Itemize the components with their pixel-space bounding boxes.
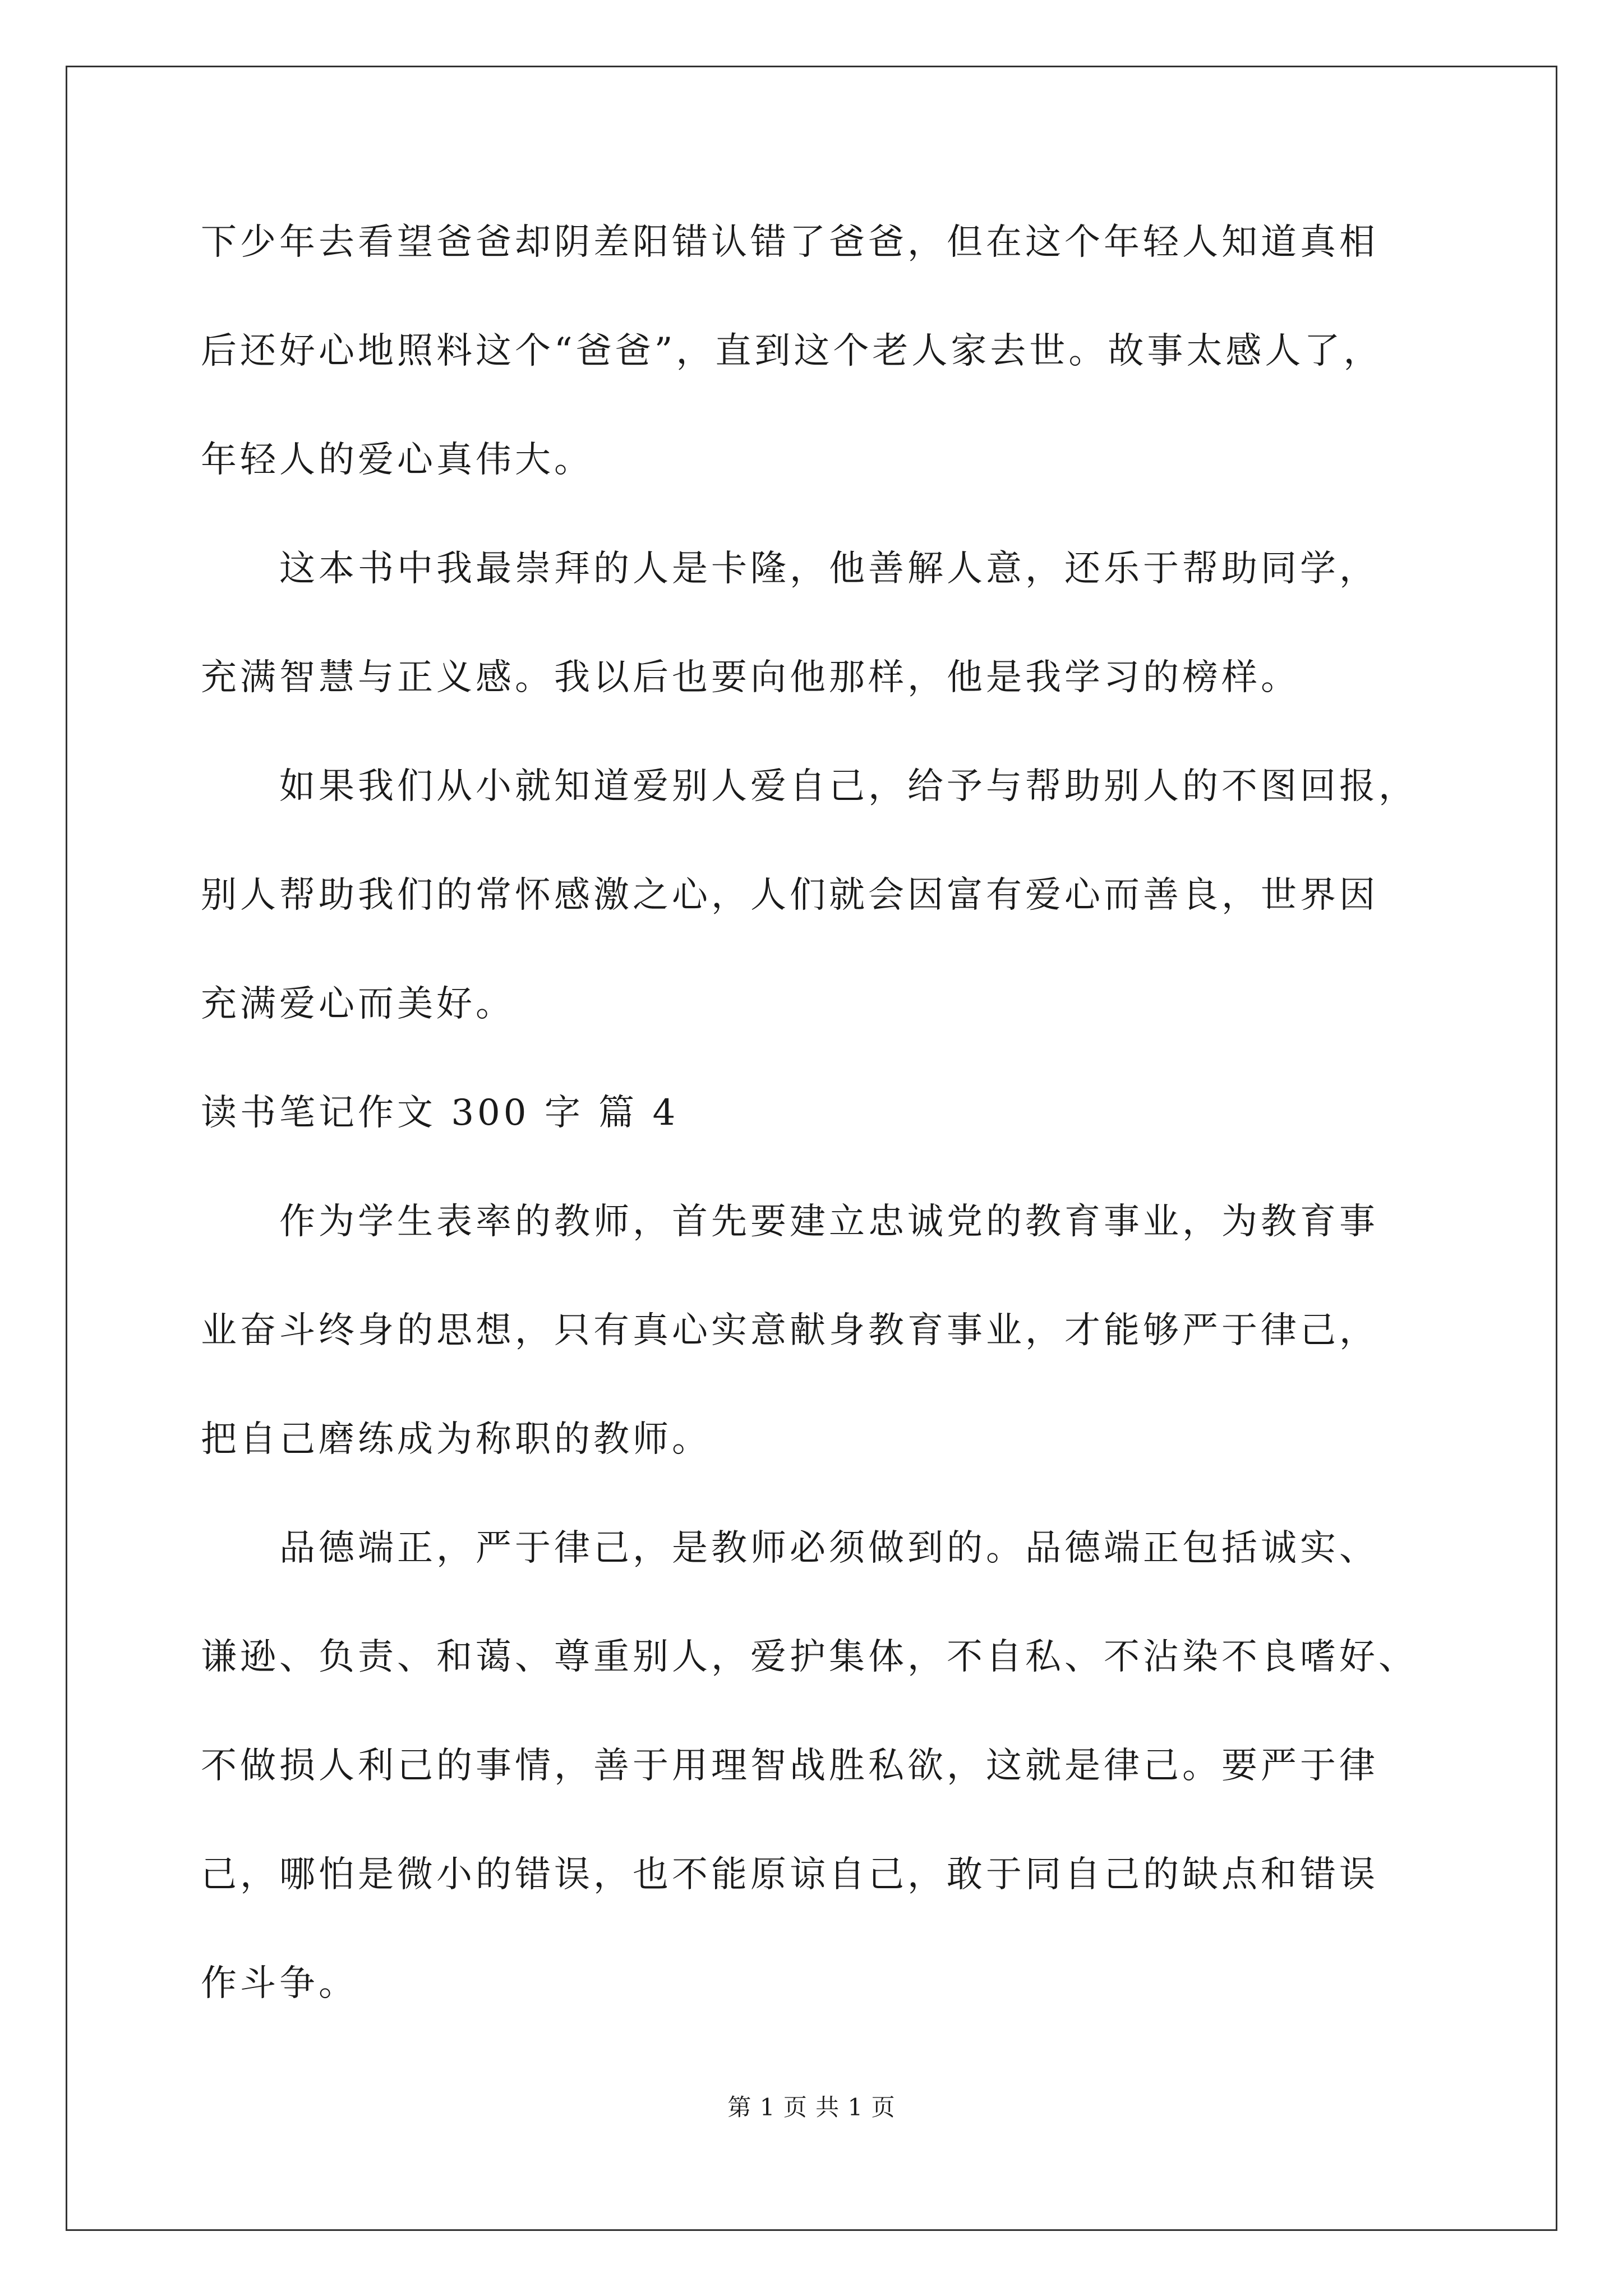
text-line: 己，哪怕是微小的错误，也不能原谅自己，敢于同自己的缺点和错误 — [201, 1854, 1378, 1895]
text-line: 不做损人利己的事情，善于用理智战胜私欲，这就是律己。要严于律 — [201, 1745, 1378, 1787]
text-line: 作为学生表率的教师，首先要建立忠诚党的教育事业，为教育事 — [201, 1201, 1378, 1243]
text-line: 充满智慧与正义感。我以后也要向他那样，他是我学习的榜样。 — [201, 657, 1300, 698]
page-number-footer: 第 1 页 共 1 页 — [727, 2093, 896, 2121]
text-line: 这本书中我最崇拜的人是卡隆，他善解人意，还乐于帮助同学， — [201, 548, 1378, 590]
page-border — [66, 66, 1557, 2231]
text-line: 把自己磨练成为称职的教师。 — [201, 1419, 711, 1460]
text-line: 充满爱心而美好。 — [201, 983, 515, 1025]
text-line: 下少年去看望爸爸却阴差阳错认错了爸爸，但在这个年轻人知道真相 — [201, 222, 1378, 263]
section-heading: 读书笔记作文 300 字 篇 4 — [201, 1092, 679, 1134]
text-line: 业奋斗终身的思想，只有真心实意献身教育事业，才能够严于律己， — [201, 1310, 1378, 1351]
text-line: 别人帮助我们的常怀感激之心，人们就会因富有爱心而善良，世界因 — [201, 875, 1378, 916]
text-line: 如果我们从小就知道爱别人爱自己，给予与帮助别人的不图回报， — [201, 766, 1418, 807]
text-line: 后还好心地照料这个“爸爸”，直到这个老人家去世。故事太感人了， — [201, 330, 1383, 372]
text-line: 年轻人的爱心真伟大。 — [201, 439, 593, 481]
text-line: 品德端正，严于律己，是教师必须做到的。品德端正包括诚实、 — [201, 1527, 1378, 1569]
text-line: 谦逊、负责、和蔼、尊重别人，爱护集体，不自私、不沾染不良嗜好、 — [201, 1636, 1418, 1678]
text-line: 作斗争。 — [201, 1963, 358, 2004]
